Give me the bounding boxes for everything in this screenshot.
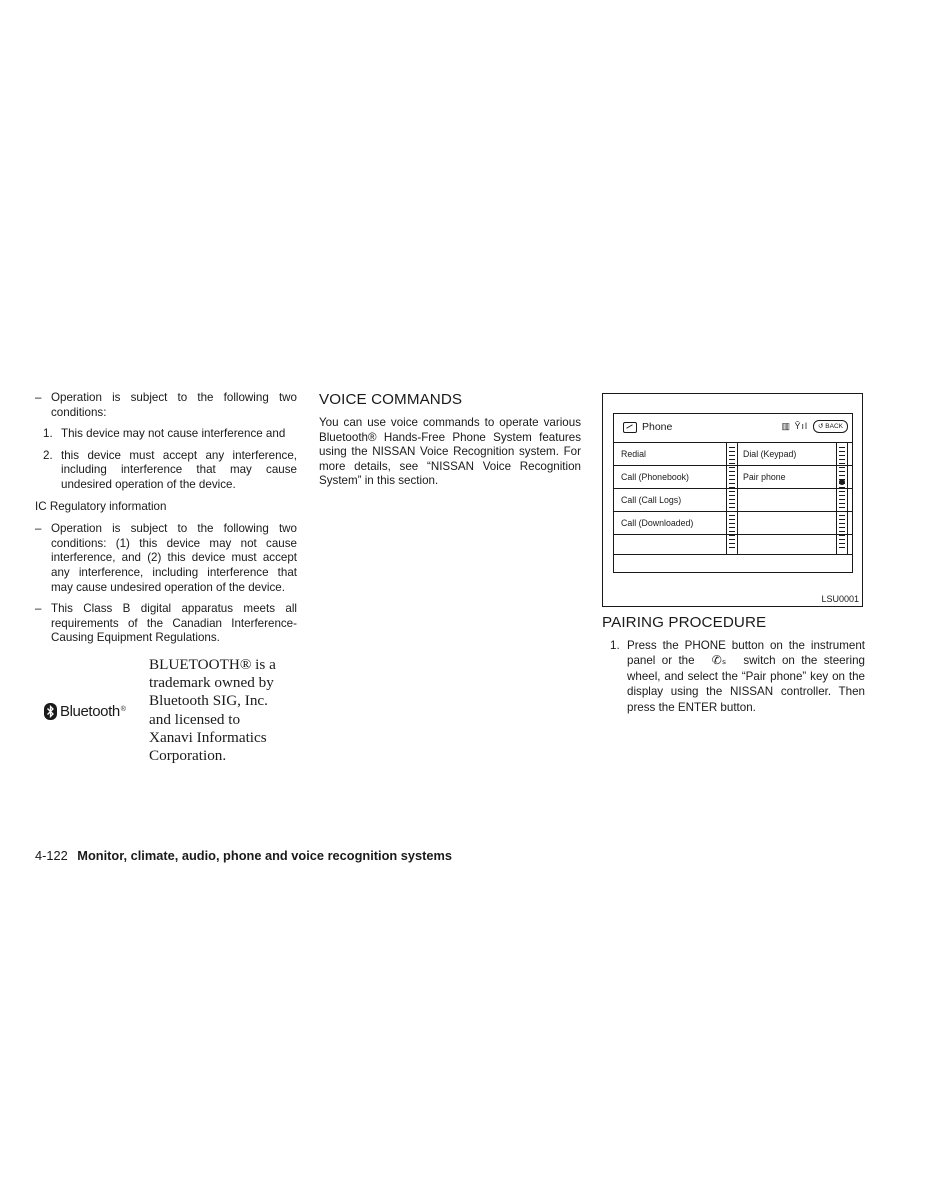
steering-phone-switch-icon: ✆ₛ: [711, 653, 727, 668]
ic-item-2-text: This Class B digital apparatus meets all requirements of the Canadian Interference-Causing Equipment Regulations.: [51, 602, 297, 645]
chapter-title: Monitor, climate, audio, phone and voice recognition systems: [77, 848, 453, 863]
ic-item-2: [35, 602, 297, 646]
condition-2-number: 2.: [43, 448, 53, 462]
condition-1: [35, 427, 297, 442]
signal-battery-icon: ▥ Ŷıl: [781, 421, 808, 431]
bluetooth-logo: [44, 703, 126, 720]
step-number: 1.: [610, 639, 620, 652]
condition-1-text: This device may not cause interference and: [61, 427, 286, 441]
screen-bottom-bar: [614, 554, 852, 574]
bullet-dash: –: [35, 522, 42, 536]
menu-item-call-phonebook[interactable]: Call (Phonebook): [621, 472, 689, 482]
pairing-step-1: [602, 638, 865, 715]
menu-item-pair-phone[interactable]: Pair phone: [743, 472, 786, 482]
fcc-conditions-text: Operation is subject to the following two conditions:: [51, 391, 297, 419]
screen-title-bar: [614, 414, 852, 443]
menu-item-call-logs[interactable]: Call (Call Logs): [621, 495, 682, 505]
bluetooth-trademark-block: [42, 656, 292, 771]
voice-commands-body: You can use voice commands to operate various Bluetooth® Hands-Free Phone System features using the NISSAN Voice Recognition system. For more details, see “NISSAN Voice Recognition System” in this section.: [319, 416, 581, 488]
bullet-dash: –: [35, 391, 42, 404]
phone-screen: [613, 413, 853, 573]
menu-item-call-downloaded[interactable]: Call (Downloaded): [621, 518, 694, 528]
column-scroll-divider: [726, 443, 738, 554]
phone-icon: [623, 422, 637, 433]
condition-2: [35, 449, 297, 493]
voice-commands-heading: VOICE COMMANDS: [319, 391, 463, 408]
back-label: BACK: [825, 423, 843, 430]
page-number: 4-122: [35, 848, 68, 863]
figure-id: LSU0001: [821, 594, 859, 604]
voice-commands-section: [319, 391, 581, 489]
ic-item-1: [35, 522, 297, 595]
bullet-dash: –: [35, 602, 42, 616]
scroll-position-dot: [839, 479, 845, 485]
regulatory-column: [35, 391, 297, 646]
bluetooth-logo-word: Bluetooth: [60, 703, 120, 720]
back-button[interactable]: ↺ BACK: [813, 420, 848, 433]
bluetooth-trademark-text: BLUETOOTH® is a trademark owned by Bluetooth SIG, Inc. and licensed to Xanavi Informatics Corporation.: [149, 656, 276, 765]
phone-screen-figure: [602, 393, 863, 607]
page-footer: [35, 848, 452, 863]
menu-item-redial[interactable]: Redial: [621, 449, 646, 459]
scrollbar-ticks: [839, 447, 845, 550]
ic-item-1-text: Operation is subject to the following two conditions: (1) this device may not cause interference, and (2) this device must accept any interference, including interference that may cause undesired operation of the device.: [51, 522, 297, 594]
step-text: [602, 638, 865, 715]
condition-1-number: 1.: [43, 427, 53, 441]
scrollbar[interactable]: [836, 443, 848, 554]
bluetooth-rune-icon: [44, 703, 57, 720]
screen-title: Phone: [642, 421, 673, 433]
ic-heading: IC Regulatory information: [35, 499, 167, 513]
divider-ticks: [729, 447, 735, 550]
fcc-conditions-item: [35, 391, 297, 420]
step-text-before: Press the PHONE button on the instrument panel or the: [627, 639, 865, 668]
condition-2-text: this device must accept any interference, including interference that may cause undesired operation of the device.: [61, 448, 297, 491]
registered-mark: ®: [120, 706, 126, 713]
pairing-section: [602, 614, 865, 715]
menu-item-dial-keypad[interactable]: Dial (Keypad): [743, 449, 797, 459]
pairing-heading: PAIRING PROCEDURE: [602, 614, 767, 631]
step-text-after: switch on the steering wheel, and select the “Pair phone” key on the display using the NISSAN controller. Then press the ENTER button.: [627, 654, 865, 714]
